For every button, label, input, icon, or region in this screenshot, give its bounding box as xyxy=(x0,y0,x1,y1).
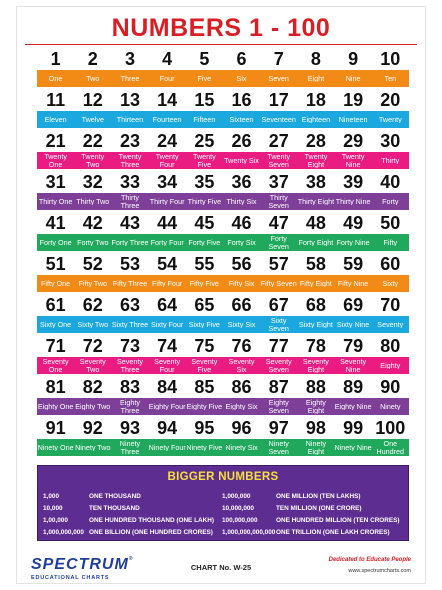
number-word: Eighteen xyxy=(301,115,331,124)
number-digit: 81 xyxy=(45,377,66,397)
number-word: Seven xyxy=(268,74,289,83)
number-digit: 72 xyxy=(82,336,103,356)
number-row xyxy=(37,130,409,171)
number-word: Fifty Eight xyxy=(299,279,332,288)
number-digit: 42 xyxy=(82,213,103,233)
number-digits xyxy=(37,376,409,398)
number-word-band xyxy=(37,439,409,456)
title-divider xyxy=(25,44,417,45)
number-word: Nineteen xyxy=(338,115,368,124)
number-word: Sixty Eight xyxy=(298,320,333,329)
number-word: Seventy Two xyxy=(79,358,106,373)
number-word: Thirty xyxy=(381,156,400,165)
number-digit: 43 xyxy=(119,213,140,233)
number-digit: 87 xyxy=(268,377,289,397)
number-digit: 34 xyxy=(157,172,178,192)
number-word: Forty Three xyxy=(111,238,149,247)
number-word: Twenty Six xyxy=(224,156,259,165)
number-word: Three xyxy=(120,74,140,83)
number-digit: 82 xyxy=(82,377,103,397)
number-word: Thirty Four xyxy=(149,197,185,206)
number-digit: 62 xyxy=(82,295,103,315)
number-word: Eighty Six xyxy=(225,402,258,411)
number-word: Thirty Seven xyxy=(268,194,289,209)
number-digit: 22 xyxy=(82,131,103,151)
number-digit: 8 xyxy=(310,49,321,69)
number-digit: 12 xyxy=(82,90,103,110)
number-word: Sixty Six xyxy=(227,320,256,329)
number-word: Eighty Nine xyxy=(334,402,372,411)
number-word: Forty Nine xyxy=(336,238,370,247)
number-digit: 69 xyxy=(343,295,364,315)
number-digit: 68 xyxy=(305,295,326,315)
number-digit: 35 xyxy=(194,172,215,192)
number-word-band xyxy=(37,357,409,374)
number-digit: 29 xyxy=(343,131,364,151)
number-digits xyxy=(37,335,409,357)
number-digit: 53 xyxy=(119,254,140,274)
number-word: Two xyxy=(86,74,100,83)
number-digit: 92 xyxy=(82,418,103,438)
number-digit: 39 xyxy=(343,172,364,192)
number-digits xyxy=(37,294,409,316)
number-word: Thirty Three xyxy=(120,194,140,209)
bigger-value: 1,000,000,000,000 xyxy=(222,528,276,536)
bigger-name: ONE HUNDRED MILLION (TEN CRORES) xyxy=(276,516,400,524)
number-digit: 19 xyxy=(343,90,364,110)
number-digit: 1 xyxy=(50,49,61,69)
number-digit: 26 xyxy=(231,131,252,151)
bigger-value: 1,000,000 xyxy=(222,492,251,500)
number-word: Sixty Three xyxy=(111,320,149,329)
number-word: Forty Six xyxy=(227,238,256,247)
number-digit: 56 xyxy=(231,254,252,274)
number-word: Twenty Three xyxy=(118,153,142,168)
number-word-band xyxy=(37,152,409,169)
number-digit: 85 xyxy=(194,377,215,397)
number-word: Seventeen xyxy=(261,115,296,124)
number-word: Four xyxy=(159,74,175,83)
number-word: Sixty Five xyxy=(188,320,220,329)
number-digit: 84 xyxy=(157,377,178,397)
number-digit: 66 xyxy=(231,295,252,315)
number-digit: 98 xyxy=(305,418,326,438)
number-digit: 51 xyxy=(45,254,66,274)
number-digit: 24 xyxy=(157,131,178,151)
number-word: Seventy Four xyxy=(154,358,181,373)
number-word: Nine xyxy=(345,74,361,83)
chart-title: NUMBERS 1 - 100 xyxy=(111,14,331,42)
number-word: Thirty Eight xyxy=(297,197,335,206)
number-digit: 20 xyxy=(380,90,401,110)
number-digit: 75 xyxy=(194,336,215,356)
number-word: Seventy Seven xyxy=(265,358,292,373)
number-digit: 94 xyxy=(157,418,178,438)
number-word: Ninety Two xyxy=(75,443,111,452)
number-digit: 100 xyxy=(375,418,406,438)
bigger-value: 100,000,000 xyxy=(222,516,258,524)
number-word: Ninety Five xyxy=(186,443,223,452)
number-digit: 80 xyxy=(380,336,401,356)
number-digit: 63 xyxy=(119,295,140,315)
number-word: Seventy Nine xyxy=(340,358,367,373)
number-word: Ninety One xyxy=(37,443,74,452)
number-word: Thirty Nine xyxy=(335,197,371,206)
number-word: Fifty Three xyxy=(112,279,148,288)
brand-name: SPECTRUM xyxy=(31,556,129,573)
number-digit: 61 xyxy=(45,295,66,315)
number-word: Fifteen xyxy=(193,115,216,124)
number-word: Fourteen xyxy=(152,115,182,124)
number-word-band xyxy=(37,70,409,87)
number-digit: 5 xyxy=(199,49,210,69)
number-digit: 58 xyxy=(305,254,326,274)
number-word: Forty Five xyxy=(188,238,221,247)
number-word: Twelve xyxy=(81,115,104,124)
number-digit: 95 xyxy=(194,418,215,438)
number-digit: 57 xyxy=(268,254,289,274)
number-digit: 33 xyxy=(119,172,140,192)
bigger-value: 10,000,000 xyxy=(222,504,254,512)
number-word: Twenty Four xyxy=(155,153,179,168)
number-digit: 2 xyxy=(87,49,98,69)
number-digit: 23 xyxy=(119,131,140,151)
number-word: Sixty One xyxy=(40,320,72,329)
number-word: Forty Seven xyxy=(268,235,289,250)
number-word: Eighty Five xyxy=(186,402,223,411)
number-digit: 50 xyxy=(380,213,401,233)
number-word: Six xyxy=(236,74,247,83)
number-word: Eighty Eight xyxy=(305,399,326,414)
number-word: Twenty Eight xyxy=(304,153,328,168)
number-word: Eighty One xyxy=(37,402,74,411)
number-word: Thirteen xyxy=(116,115,144,124)
bigger-value: 1,000 xyxy=(43,492,59,500)
bigger-value: 1,000,000,000 xyxy=(43,528,84,536)
number-digit: 54 xyxy=(157,254,178,274)
number-word: Ninety Eight xyxy=(305,440,327,455)
number-word: Seventy Three xyxy=(116,358,143,373)
number-digit: 76 xyxy=(231,336,252,356)
number-word-band xyxy=(37,275,409,292)
number-word: Twenty Nine xyxy=(341,153,365,168)
number-word: Sixty Four xyxy=(150,320,184,329)
number-word-band xyxy=(37,316,409,333)
number-digit: 59 xyxy=(343,254,364,274)
number-word: Forty Two xyxy=(77,238,109,247)
number-word: Fifty Six xyxy=(228,279,255,288)
number-word: Seventy xyxy=(377,320,404,329)
number-word: Sixty xyxy=(382,279,399,288)
number-word: Sixty Seven xyxy=(268,317,289,332)
number-word-band xyxy=(37,234,409,251)
number-word: Fifty One xyxy=(41,279,71,288)
number-digit: 64 xyxy=(157,295,178,315)
number-digit: 28 xyxy=(305,131,326,151)
number-word: Seventy Eight xyxy=(302,358,329,373)
number-digit: 74 xyxy=(157,336,178,356)
number-digit: 21 xyxy=(45,131,66,151)
number-word: Twenty Seven xyxy=(267,153,291,168)
number-word: Thirty Two xyxy=(76,197,110,206)
number-word: Ninety Seven xyxy=(268,440,289,455)
number-row xyxy=(37,171,409,212)
number-word-band xyxy=(37,193,409,210)
number-row xyxy=(37,376,409,417)
brand-subtitle: EDUCATIONAL CHARTS xyxy=(31,575,110,581)
bigger-name: TEN THOUSAND xyxy=(89,504,140,512)
bigger-name: TEN MILLION (ONE CRORE) xyxy=(276,504,362,512)
number-word-band xyxy=(37,111,409,128)
number-row xyxy=(37,48,409,89)
bigger-name: ONE BILLION (ONE HUNDRED CRORES) xyxy=(89,528,213,536)
number-digit: 13 xyxy=(119,90,140,110)
number-digit: 3 xyxy=(124,49,135,69)
number-digit: 99 xyxy=(343,418,364,438)
number-word: Ninety Three xyxy=(119,440,141,455)
number-digit: 79 xyxy=(343,336,364,356)
number-digit: 32 xyxy=(82,172,103,192)
number-digit: 11 xyxy=(46,90,66,110)
number-digit: 49 xyxy=(343,213,364,233)
number-word: Seventy One xyxy=(42,358,69,373)
number-digit: 97 xyxy=(268,418,289,438)
number-word: Eighty Three xyxy=(119,399,140,414)
number-digit: 9 xyxy=(348,49,359,69)
bigger-value: 1,00,000 xyxy=(43,516,68,524)
number-digit: 78 xyxy=(305,336,326,356)
number-digit: 73 xyxy=(119,336,140,356)
number-digit: 93 xyxy=(119,418,140,438)
number-word: Fifty Seven xyxy=(260,279,297,288)
number-digit: 14 xyxy=(157,90,178,110)
number-digit: 40 xyxy=(380,172,401,192)
bigger-number-row xyxy=(43,526,405,538)
footer xyxy=(17,554,425,584)
number-digit: 16 xyxy=(231,90,252,110)
number-row xyxy=(37,212,409,253)
number-digit: 55 xyxy=(194,254,215,274)
number-digit: 25 xyxy=(194,131,215,151)
number-digit: 48 xyxy=(305,213,326,233)
website: www.spectrumcharts.com xyxy=(348,568,411,574)
number-digit: 86 xyxy=(231,377,252,397)
number-row xyxy=(37,253,409,294)
bigger-number-row xyxy=(43,514,405,526)
bigger-numbers-list xyxy=(43,490,405,538)
number-word: Forty xyxy=(382,197,399,206)
number-digit: 38 xyxy=(305,172,326,192)
number-word: Eighty xyxy=(380,361,401,370)
brand-registered-mark: ® xyxy=(128,556,134,562)
number-word: Five xyxy=(197,74,212,83)
number-word: Thirty One xyxy=(38,197,73,206)
number-word-band xyxy=(37,398,409,415)
number-word: Forty Eight xyxy=(298,238,334,247)
bigger-name: ONE MILLION (TEN LAKHS) xyxy=(276,492,361,500)
number-digit: 7 xyxy=(273,49,284,69)
number-digit: 91 xyxy=(45,418,66,438)
number-word: Fifty Five xyxy=(189,279,219,288)
number-word: Sixty Two xyxy=(77,320,109,329)
number-word: Twenty xyxy=(378,115,402,124)
number-digit: 31 xyxy=(45,172,66,192)
number-digit: 83 xyxy=(119,377,140,397)
number-digit: 67 xyxy=(268,295,289,315)
number-digit: 41 xyxy=(45,213,66,233)
bigger-name: ONE TRILLION (ONE LAKH CRORES) xyxy=(276,528,390,536)
number-word: Forty One xyxy=(39,238,72,247)
number-word: Twenty Two xyxy=(81,153,105,168)
tagline: Dedicated to Educate People xyxy=(328,557,411,563)
number-digit: 46 xyxy=(231,213,252,233)
chart-number: CHART No. W-25 xyxy=(190,563,252,572)
number-word: Thirty Five xyxy=(187,197,222,206)
bigger-name: ONE HUNDRED THOUSAND (ONE LAKH) xyxy=(89,516,214,524)
number-row xyxy=(37,294,409,335)
number-digit: 10 xyxy=(380,49,401,69)
number-digit: 36 xyxy=(231,172,252,192)
number-word: Eleven xyxy=(44,115,67,124)
number-digit: 90 xyxy=(380,377,401,397)
number-digits xyxy=(37,212,409,234)
bigger-value: 10,000 xyxy=(43,504,63,512)
number-row xyxy=(37,89,409,130)
number-row xyxy=(37,335,409,376)
number-digit: 88 xyxy=(305,377,326,397)
number-digit: 18 xyxy=(305,90,326,110)
number-word: One Hundred xyxy=(376,440,405,455)
number-digit: 44 xyxy=(157,213,178,233)
number-word: Eighty Two xyxy=(75,402,111,411)
number-word: Sixty Nine xyxy=(336,320,370,329)
number-word: Ninety Four xyxy=(148,443,186,452)
number-digits xyxy=(37,253,409,275)
number-digit: 70 xyxy=(380,295,401,315)
number-word: Sixteen xyxy=(229,115,254,124)
number-word: Seventy Six xyxy=(228,358,255,373)
number-word: Eight xyxy=(307,74,325,83)
number-digit: 45 xyxy=(194,213,215,233)
number-word: Twenty Five xyxy=(192,153,216,168)
number-digit: 30 xyxy=(380,131,401,151)
number-digit: 77 xyxy=(268,336,289,356)
bigger-number-row xyxy=(43,490,405,502)
number-word: Fifty Nine xyxy=(337,279,369,288)
number-word: Fifty Four xyxy=(151,279,183,288)
number-word: Thirty Six xyxy=(226,197,257,206)
number-digit: 52 xyxy=(82,254,103,274)
number-digit: 37 xyxy=(268,172,289,192)
number-word: Ninety Six xyxy=(225,443,258,452)
number-digit: 17 xyxy=(268,90,289,110)
number-word: One xyxy=(48,74,63,83)
number-digit: 60 xyxy=(380,254,401,274)
bigger-numbers-panel xyxy=(37,465,409,541)
number-digit: 65 xyxy=(194,295,215,315)
number-digits xyxy=(37,417,409,439)
number-word: Eighty Four xyxy=(148,402,186,411)
number-word: Ten xyxy=(384,74,397,83)
bigger-numbers-title: BIGGER NUMBERS xyxy=(167,471,279,483)
number-word: Forty Four xyxy=(150,238,184,247)
number-word: Twenty One xyxy=(44,153,67,168)
number-digits xyxy=(37,48,409,70)
number-digits xyxy=(37,89,409,111)
number-row xyxy=(37,417,409,458)
numbers-chart xyxy=(16,6,426,584)
number-word: Ninety xyxy=(380,402,401,411)
number-digit: 6 xyxy=(236,49,247,69)
bigger-name: ONE THOUSAND xyxy=(89,492,141,500)
bigger-number-row xyxy=(43,502,405,514)
number-digit: 89 xyxy=(343,377,364,397)
number-digit: 27 xyxy=(268,131,289,151)
number-digit: 15 xyxy=(194,90,215,110)
number-word: Fifty xyxy=(383,238,398,247)
number-word: Ninety Nine xyxy=(334,443,372,452)
number-word: Fifty Two xyxy=(78,279,108,288)
numbers-grid xyxy=(37,48,409,458)
number-digit: 4 xyxy=(162,49,173,69)
number-digits xyxy=(37,171,409,193)
number-digit: 96 xyxy=(231,418,252,438)
number-word: Seventy Five xyxy=(191,358,218,373)
number-digits xyxy=(37,130,409,152)
number-digit: 47 xyxy=(268,213,289,233)
number-digit: 71 xyxy=(45,336,66,356)
number-word: Eighty Seven xyxy=(268,399,289,414)
